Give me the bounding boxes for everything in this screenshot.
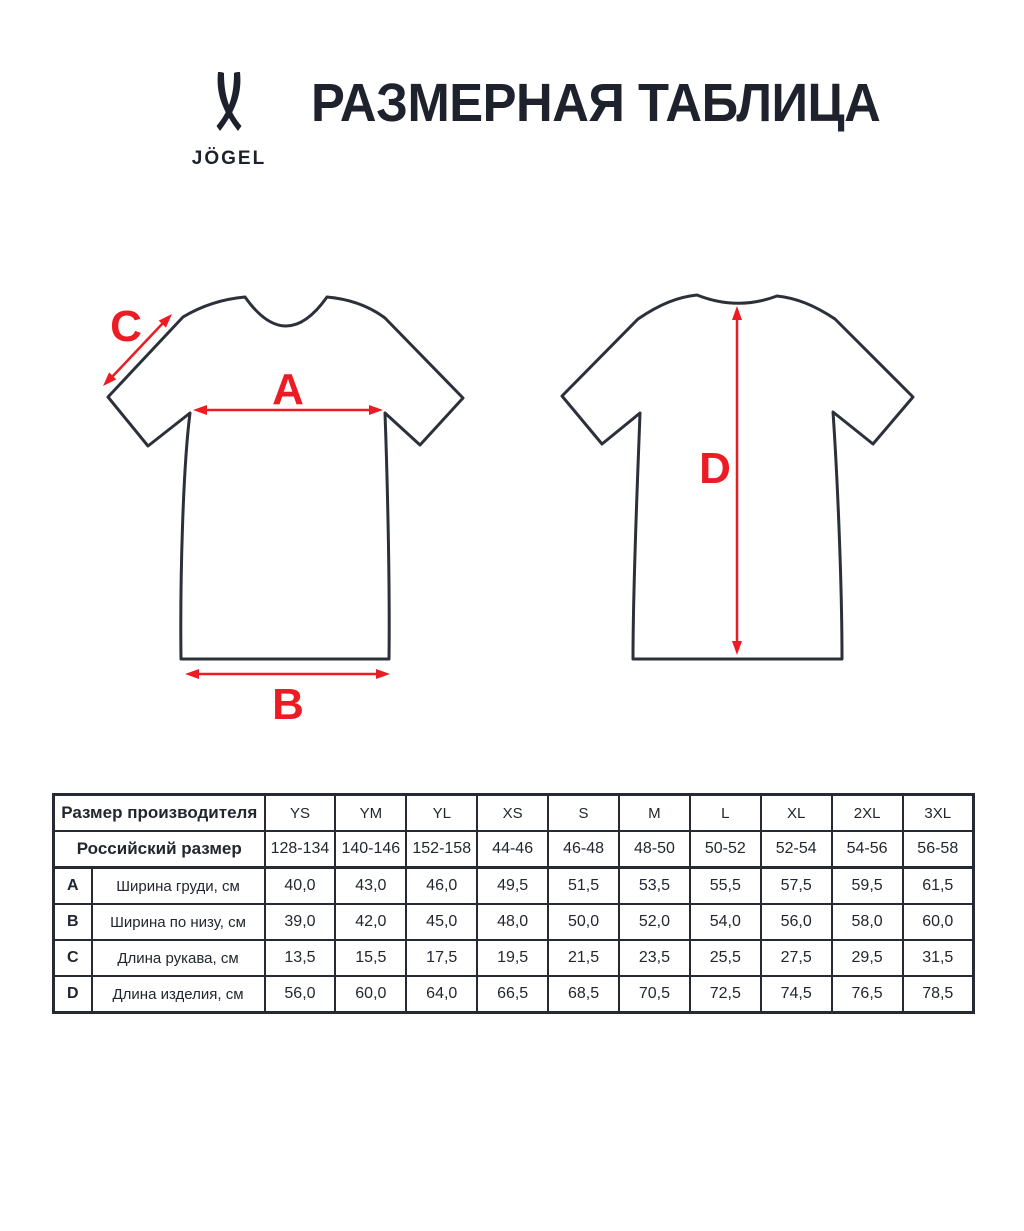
page-title: РАЗМЕРНАЯ ТАБЛИЦА bbox=[311, 73, 881, 133]
param-letter-cell: B bbox=[54, 904, 92, 940]
russian-size-cell: 46-48 bbox=[548, 831, 619, 868]
size-header-cell: M bbox=[619, 795, 690, 832]
measure-label-a: A bbox=[272, 365, 304, 414]
value-cell: 74,5 bbox=[761, 976, 832, 1013]
russian-size-cell: 48-50 bbox=[619, 831, 690, 868]
size-header-cell: XL bbox=[761, 795, 832, 832]
russian-size-cell: 152-158 bbox=[406, 831, 477, 868]
size-row-a bbox=[54, 868, 974, 905]
size-row-b bbox=[54, 904, 974, 940]
size-header-cell: 2XL bbox=[832, 795, 903, 832]
size-table bbox=[52, 793, 975, 1014]
value-cell: 60,0 bbox=[335, 976, 406, 1013]
measure-label-d: D bbox=[699, 444, 731, 493]
value-cell: 19,5 bbox=[477, 940, 548, 976]
measure-arrow-b bbox=[185, 669, 390, 728]
value-cell: 51,5 bbox=[548, 868, 619, 905]
size-row-d bbox=[54, 976, 974, 1013]
measure-label-c: C bbox=[110, 302, 142, 351]
manufacturer-size-label: Размер производителя bbox=[54, 795, 265, 832]
value-cell: 25,5 bbox=[690, 940, 761, 976]
value-cell: 59,5 bbox=[832, 868, 903, 905]
value-cell: 39,0 bbox=[265, 904, 336, 940]
russian-size-row bbox=[54, 831, 974, 868]
value-cell: 66,5 bbox=[477, 976, 548, 1013]
russian-size-cell: 54-56 bbox=[832, 831, 903, 868]
value-cell: 40,0 bbox=[265, 868, 336, 905]
russian-size-label: Российский размер bbox=[54, 831, 265, 868]
value-cell: 29,5 bbox=[832, 940, 903, 976]
value-cell: 61,5 bbox=[903, 868, 974, 905]
jogel-emblem-icon bbox=[214, 72, 244, 138]
value-cell: 56,0 bbox=[761, 904, 832, 940]
value-cell: 64,0 bbox=[406, 976, 477, 1013]
value-cell: 50,0 bbox=[548, 904, 619, 940]
value-cell: 49,5 bbox=[477, 868, 548, 905]
jogel-logo bbox=[186, 72, 272, 170]
value-cell: 23,5 bbox=[619, 940, 690, 976]
size-header-cell: 3XL bbox=[903, 795, 974, 832]
value-cell: 13,5 bbox=[265, 940, 336, 976]
value-cell: 58,0 bbox=[832, 904, 903, 940]
param-letter-cell: C bbox=[54, 940, 92, 976]
value-cell: 45,0 bbox=[406, 904, 477, 940]
russian-size-cell: 50-52 bbox=[690, 831, 761, 868]
value-cell: 70,5 bbox=[619, 976, 690, 1013]
measure-label-b: B bbox=[272, 680, 304, 728]
value-cell: 68,5 bbox=[548, 976, 619, 1013]
value-cell: 27,5 bbox=[761, 940, 832, 976]
tshirt-front-outline bbox=[108, 297, 463, 659]
value-cell: 21,5 bbox=[548, 940, 619, 976]
russian-size-cell: 52-54 bbox=[761, 831, 832, 868]
value-cell: 52,0 bbox=[619, 904, 690, 940]
value-cell: 56,0 bbox=[265, 976, 336, 1013]
tshirt-front-diagram bbox=[92, 278, 502, 728]
value-cell: 72,5 bbox=[690, 976, 761, 1013]
value-cell: 57,5 bbox=[761, 868, 832, 905]
size-row-c bbox=[54, 940, 974, 976]
value-cell: 15,5 bbox=[335, 940, 406, 976]
russian-size-cell: 128-134 bbox=[265, 831, 336, 868]
size-header-cell: S bbox=[548, 795, 619, 832]
value-cell: 17,5 bbox=[406, 940, 477, 976]
value-cell: 60,0 bbox=[903, 904, 974, 940]
value-cell: 76,5 bbox=[832, 976, 903, 1013]
value-cell: 55,5 bbox=[690, 868, 761, 905]
value-cell: 43,0 bbox=[335, 868, 406, 905]
size-header-cell: YL bbox=[406, 795, 477, 832]
size-header-cell: YM bbox=[335, 795, 406, 832]
param-name-cell: Ширина груди, см bbox=[92, 868, 265, 905]
size-header-cell: L bbox=[690, 795, 761, 832]
manufacturer-size-row bbox=[54, 795, 974, 832]
brand-wordmark: JÖGEL bbox=[191, 148, 267, 169]
size-header-cell: YS bbox=[265, 795, 336, 832]
russian-size-cell: 44-46 bbox=[477, 831, 548, 868]
param-letter-cell: A bbox=[54, 868, 92, 905]
value-cell: 48,0 bbox=[477, 904, 548, 940]
russian-size-cell: 140-146 bbox=[335, 831, 406, 868]
size-header-cell: XS bbox=[477, 795, 548, 832]
russian-size-cell: 56-58 bbox=[903, 831, 974, 868]
value-cell: 78,5 bbox=[903, 976, 974, 1013]
value-cell: 53,5 bbox=[619, 868, 690, 905]
value-cell: 54,0 bbox=[690, 904, 761, 940]
param-name-cell: Длина рукава, см bbox=[92, 940, 265, 976]
value-cell: 31,5 bbox=[903, 940, 974, 976]
param-name-cell: Длина изделия, см bbox=[92, 976, 265, 1013]
param-letter-cell: D bbox=[54, 976, 92, 1013]
value-cell: 42,0 bbox=[335, 904, 406, 940]
value-cell: 46,0 bbox=[406, 868, 477, 905]
param-name-cell: Ширина по низу, см bbox=[92, 904, 265, 940]
tshirt-back-diagram bbox=[555, 280, 965, 680]
